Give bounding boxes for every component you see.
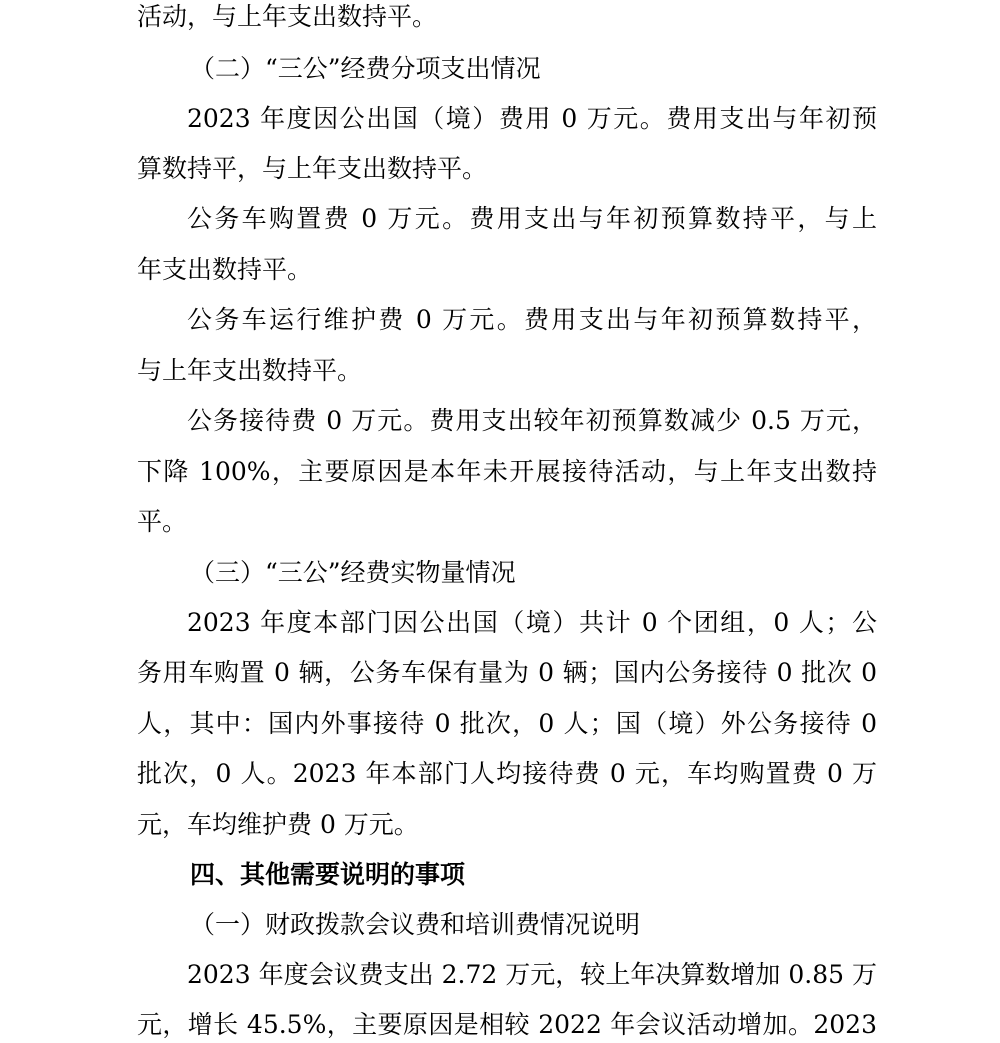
chapter-heading: 四、其他需要说明的事项	[190, 860, 466, 889]
paragraph-line: 与上年支出数持平。	[137, 356, 363, 385]
paragraph-line: 务用车购置 0 辆，公务车保有量为 0 辆；国内公务接待 0 批次 0	[137, 658, 877, 687]
paragraph-line: 2023 年度因公出国（境）费用 0 万元。费用支出与年初预	[187, 104, 877, 133]
section-heading: （一）财政拨款会议费和培训费情况说明	[190, 910, 641, 939]
paragraph-line: 公务车购置费 0 万元。费用支出与年初预算数持平，与上	[187, 204, 877, 233]
paragraph-line: 算数持平，与上年支出数持平。	[137, 154, 488, 183]
paragraph-line: 元，车均维护费 0 万元。	[137, 810, 419, 839]
paragraph-line: 2023 年度本部门因公出国（境）共计 0 个团组，0 人；公	[187, 608, 877, 637]
paragraph-line: 公务接待费 0 万元。费用支出较年初预算数减少 0.5 万元，	[187, 406, 877, 435]
paragraph-line: 平。	[137, 507, 188, 536]
paragraph-line: 2023 年度会议费支出 2.72 万元，较上年决算数增加 0.85 万	[187, 960, 877, 989]
paragraph-line: 年支出数持平。	[137, 255, 313, 284]
paragraph-line: 公务车运行维护费 0 万元。费用支出与年初预算数持平，	[187, 305, 877, 334]
paragraph-line: 活动，与上年支出数持平。	[137, 2, 438, 31]
section-heading: （二）“三公”经费分项支出情况	[190, 54, 541, 83]
paragraph-line: 人，其中：国内外事接待 0 批次，0 人；国（境）外公务接待 0	[137, 709, 877, 738]
section-heading: （三）“三公”经费实物量情况	[190, 558, 516, 587]
paragraph-line: 元，增长 45.5%，主要原因是相较 2022 年会议活动增加。2023	[137, 1010, 877, 1039]
paragraph-line: 批次，0 人。2023 年本部门人均接待费 0 元，车均购置费 0 万	[137, 759, 877, 788]
paragraph-line: 下降 100%，主要原因是本年未开展接待活动，与上年支出数持	[137, 457, 877, 486]
